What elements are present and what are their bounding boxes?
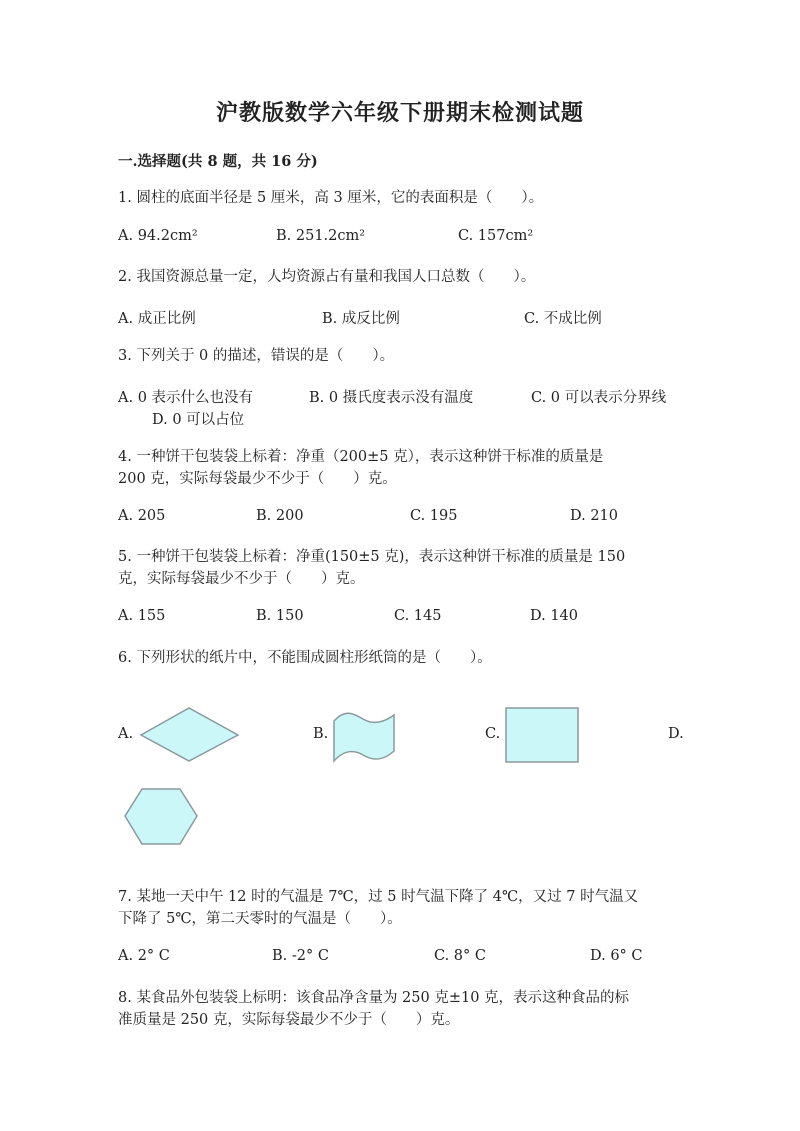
question-2-text: 2. 我国资源总量一定，人均资源占有量和我国人口总数（ ）。 — [118, 269, 536, 285]
question-5-text-line-2: 克，实际每袋最少不少于（ ）克。 — [118, 571, 365, 587]
question-6-option-a-label[interactable]: A. — [118, 726, 134, 742]
question-4-text-line-2: 200 克，实际每袋最少不少于（ ）克。 — [118, 471, 397, 487]
question-7-text-line-2: 下降了 5℃，第二天零时的气温是（ ）。 — [118, 911, 402, 927]
question-2-option-a[interactable]: A. 成正比例 — [118, 311, 196, 327]
hexagon-shape[interactable] — [124, 788, 198, 845]
question-3-option-b[interactable]: B. 0 摄氏度表示没有温度 — [309, 390, 474, 406]
question-3-option-a[interactable]: A. 0 表示什么也没有 — [118, 390, 254, 406]
question-2-option-c[interactable]: C. 不成比例 — [524, 311, 602, 327]
question-7-option-b[interactable]: B. -2° C — [272, 948, 329, 964]
question-5-option-c[interactable]: C. 145 — [394, 608, 442, 624]
page-title: 沪教版数学六年级下册期末检测试题 — [215, 100, 584, 126]
question-7-option-c[interactable]: C. 8° C — [434, 948, 486, 964]
question-3-text: 3. 下列关于 0 的描述，错误的是（ ）。 — [118, 348, 395, 364]
question-3-option-d[interactable]: D. 0 可以占位 — [152, 412, 245, 428]
question-3-option-c[interactable]: C. 0 可以表示分界线 — [531, 390, 667, 406]
question-4-option-a[interactable]: A. 205 — [118, 508, 166, 524]
rhombus-shape[interactable] — [140, 707, 240, 763]
question-4-option-b[interactable]: B. 200 — [256, 508, 304, 524]
question-6-option-d-label[interactable]: D. — [668, 726, 684, 742]
question-1-text: 1. 圆柱的底面半径是 5 厘米，高 3 厘米，它的表面积是（ ）。 — [118, 190, 544, 206]
question-6-option-b-label[interactable]: B. — [313, 726, 329, 742]
question-5-option-d[interactable]: D. 140 — [530, 608, 579, 624]
question-7-option-d[interactable]: D. 6° C — [590, 948, 643, 964]
question-4-option-d[interactable]: D. 210 — [570, 508, 619, 524]
question-5-option-b[interactable]: B. 150 — [256, 608, 304, 624]
question-5-option-a[interactable]: A. 155 — [118, 608, 166, 624]
question-6-option-c-label[interactable]: C. — [485, 726, 501, 742]
question-1-option-b[interactable]: B. 251.2cm² — [276, 228, 366, 244]
question-5-text-line-1: 5. 一种饼干包装袋上标着：净重(150±5 克)，表示这种饼干标准的质量是 150 — [118, 549, 626, 565]
section-heading: 一.选择题(共 8 题，共 16 分) — [118, 153, 318, 170]
question-7-text-line-1: 7. 某地一天中午 12 时的气温是 7℃，过 5 时气温下降了 4℃，又过 7 时气温又 — [118, 889, 639, 905]
question-1-option-c[interactable]: C. 157cm² — [458, 228, 534, 244]
question-7-option-a[interactable]: A. 2° C — [118, 948, 170, 964]
question-1-option-a[interactable]: A. 94.2cm² — [118, 228, 198, 244]
question-6-text: 6. 下列形状的纸片中，不能围成圆柱形纸筒的是（ ）。 — [118, 650, 492, 666]
rectangle-shape[interactable] — [505, 707, 579, 763]
question-2-option-b[interactable]: B. 成反比例 — [322, 311, 400, 327]
question-4-text-line-1: 4. 一种饼干包装袋上标着：净重（200±5 克），表示这种饼干标准的质量是 — [118, 449, 604, 465]
question-4-option-c[interactable]: C. 195 — [410, 508, 458, 524]
question-8-text-line-1: 8. 某食品外包装袋上标明：该食品净含量为 250 克±10 克，表示这种食品的标 — [118, 990, 630, 1006]
question-8-text-line-2: 准质量是 250 克，实际每袋最少不少于（ ）克。 — [118, 1012, 460, 1028]
wavy-shape[interactable] — [331, 711, 397, 765]
